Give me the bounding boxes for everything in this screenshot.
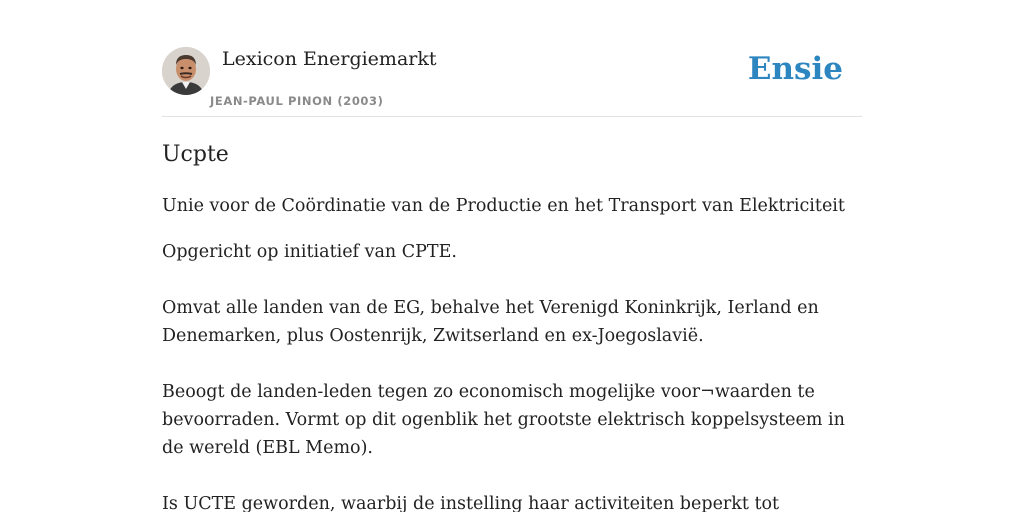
header	[162, 44, 862, 117]
book-title[interactable]: Lexicon Energiemarkt	[222, 48, 437, 70]
ensie-logo-link[interactable]: Ensie	[747, 51, 843, 87]
entry-content	[162, 192, 862, 512]
entry-paragraph: Is UCTE geworden, waarbij de instelling haar activiteiten beperkt tot	[162, 494, 780, 512]
entry-paragraph: Opgericht op initiatief van CPTE.	[162, 242, 457, 262]
author-name[interactable]: JEAN-PAUL PINON (2003)	[210, 94, 384, 108]
portrait-icon	[162, 47, 210, 95]
entry-paragraph: Omvat alle landen van de EG, behalve het Verenigd Koninkrijk, Ierland en Denemarken, plus Oostenrijk, Zwitserland en ex-Joegoslavië.	[162, 298, 819, 346]
author-avatar[interactable]	[162, 47, 210, 95]
entry-paragraph: Beoogt de landen-leden tegen zo economisch mogelijke voor¬waarden te bevoorraden. Vormt op dit ogenblik het grootste elektrisch koppelsysteem in de wereld (EBL Memo).	[162, 382, 845, 458]
entry-paragraph: Unie voor de Coördinatie van de Productie en het Transport van Elektriciteit	[162, 196, 845, 216]
entry-title: Ucpte	[162, 142, 229, 167]
